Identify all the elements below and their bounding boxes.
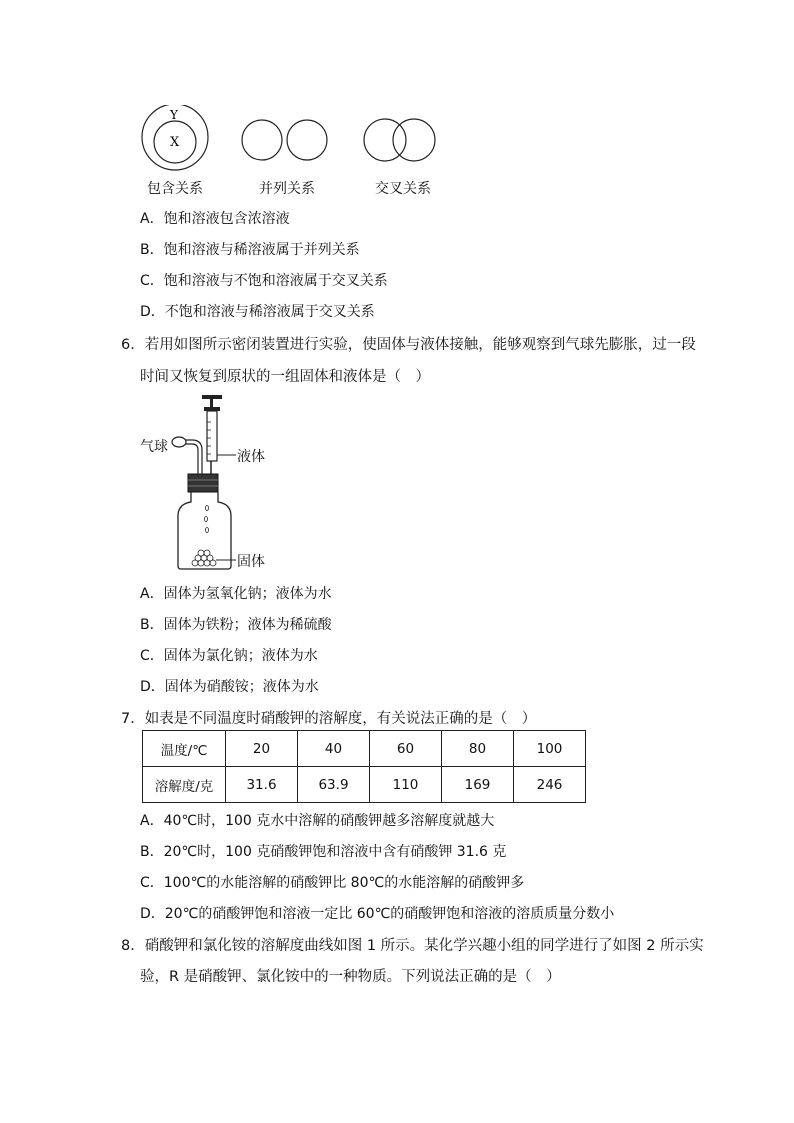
table-cell: 60 (370, 731, 442, 767)
table-cell: 31.6 (226, 767, 298, 803)
q6-option-d: D．固体为硝酸铵；液体为水 (140, 679, 319, 695)
parallel-circle-left (242, 120, 282, 160)
label-y: Y (170, 108, 178, 122)
balloon (172, 437, 186, 447)
parallel-circle-right (287, 120, 327, 160)
q8-stem-line1: 8．硝酸钾和氯化铵的溶解度曲线如图 1 所示。某化学兴趣小组的同学进行了如图 2 所示实 (121, 938, 704, 954)
solid-pile (192, 550, 216, 566)
q5-option-d: D．不饱和溶液与稀溶液属于交叉关系 (140, 304, 375, 320)
q5-option-a: A．饱和溶液包含浓溶液 (140, 211, 290, 227)
label-cross-relation: 交叉关系 (375, 181, 431, 197)
q5-option-c: C．饱和溶液与不饱和溶液属于交叉关系 (140, 273, 388, 289)
q8-stem-line2: 验，R 是硝酸钾、氯化铵中的一种物质。下列说法正确的是（ ） (140, 969, 561, 985)
table-cell: 40 (298, 731, 370, 767)
label-liquid: 液体 (237, 449, 265, 465)
q7-option-a: A．40℃时，100 克水中溶解的硝酸钾越多溶解度就越大 (140, 813, 495, 829)
solubility-table (142, 730, 586, 803)
table-cell: 110 (370, 767, 442, 803)
cross-circle-right (393, 119, 435, 161)
q7-option-d: D．20℃的硝酸钾饱和溶液一定比 60℃的硝酸钾饱和溶液的溶质质量分数小 (140, 906, 615, 922)
label-balloon: 气球 (140, 439, 168, 455)
q6-option-a: A．固体为氢氧化钠；液体为水 (140, 586, 332, 602)
label-x: X (170, 135, 180, 150)
q7-option-c: C．100℃的水能溶解的硝酸钾比 80℃的水能溶解的硝酸钾多 (140, 875, 525, 891)
plunger-cap (204, 407, 220, 411)
q6-stem-line2: 时间又恢复到原状的一组固体和液体是（ ） (140, 369, 430, 385)
q6-option-c: C．固体为氯化钠；液体为水 (140, 648, 318, 664)
balloon-tube (184, 444, 198, 476)
relation-diagram (130, 105, 450, 175)
table-cell: 20 (226, 731, 298, 767)
table-header-solubility: 溶解度/克 (143, 767, 226, 803)
table-row (143, 767, 586, 803)
label-solid: 固体 (237, 554, 265, 570)
q5-option-b: B．饱和溶液与稀溶液属于并列关系 (140, 242, 360, 258)
q6-stem-line1: 6．若用如图所示密闭装置进行实验，使固体与液体接触，能够观察到气球先膨胀，过一段 (121, 337, 696, 353)
table-cell: 100 (514, 731, 586, 767)
table-cell: 63.9 (298, 767, 370, 803)
table-cell: 246 (514, 767, 586, 803)
label-parallel-relation: 并列关系 (259, 181, 315, 197)
table-row (143, 731, 586, 767)
syringe-barrel (207, 411, 217, 461)
q7-stem: 7．如表是不同温度时硝酸钾的溶解度，有关说法正确的是（ ） (121, 711, 537, 727)
table-cell: 169 (442, 767, 514, 803)
table-header-temperature: 温度/℃ (143, 731, 226, 767)
q6-option-b: B．固体为铁粉；液体为稀硫酸 (140, 617, 332, 633)
plunger-head (202, 395, 222, 399)
table-cell: 80 (442, 731, 514, 767)
apparatus-diagram (170, 392, 250, 572)
label-contain-relation: 包含关系 (147, 181, 203, 197)
rubber-stopper (188, 474, 218, 492)
q7-option-b: B．20℃时，100 克硝酸钾饱和溶液中含有硝酸钾 31.6 克 (140, 844, 507, 860)
